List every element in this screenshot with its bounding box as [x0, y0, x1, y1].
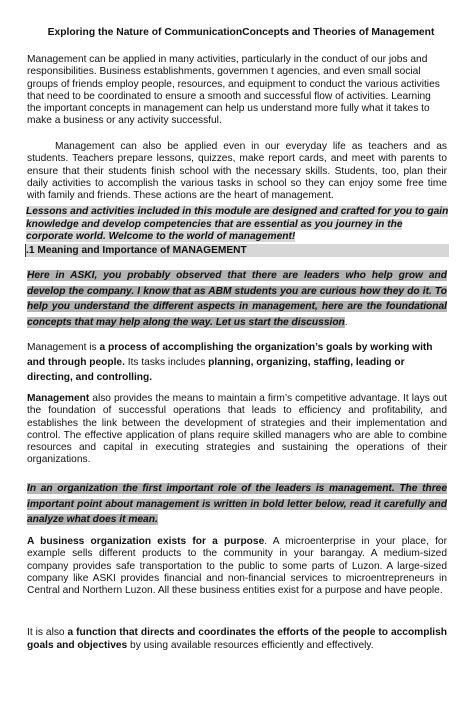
management-definition	[27, 340, 447, 385]
definition-bold-process: a process of accomplishing the organization’s goals by working with and through people.	[27, 342, 433, 368]
second-paragraph: Management can also be applied even in our everyday life as teachers and as students. Teachers prepare lessons, quizzes, make report cards, and meet with parents to ensure that their students finish school with the necessary skills. Students, too, plan their daily activities to accomplish the various tasks in school so they can enjoy some free time with family and friends. These actions are the heart of management.	[27, 141, 447, 202]
business-organization-text: . A microenterprise in your place, for example sells different products to the community in your barangay. A medium-sized company provides safe transportation to the public to some parts of Luzon. A large-sized company like ASKI provides financial and non-financial services to microentrepreneurs in Central and Northern Luzon. All these business entities exist for a purpose and have people.	[27, 536, 447, 597]
business-organization-paragraph	[27, 536, 447, 597]
definition-bold-tasks: planning, organizing, staffing, leading or directing, and controlling.	[27, 357, 405, 383]
page-title: Exploring the Nature of CommunicationConcepts and Theories of Management	[47, 27, 435, 38]
callout-leaders	[27, 481, 447, 528]
competitive-advantage-text: also provides the means to maintain a firm’s competitive advantage. It lays out the foundation of successful operations that leads to efficiency and profitability, and establishes the link between the development of strategies and their implementation and control. The effective application of plans require skilled managers who are able to combine resources and capital in executing strategies and sustaining the operations of their organizations.	[27, 393, 447, 466]
callout-welcome-text: Lessons and activities included in this module are designed and crafted for you to gain knowledge and develop competencies that are essential as you journey in the corporate world. Welcome to the world of management!	[26, 206, 449, 243]
callout-leaders-text: In an organization the first important role of the leaders is management. The three important point about management is written in bold letter below, read it carefully and analyze what does it mean.	[27, 483, 447, 525]
function-rest: by using available resources efficiently and effectively.	[127, 639, 374, 651]
section-heading: .1 Meaning and Importance of MANAGEMENT	[25, 244, 449, 257]
callout-aski-end: .	[344, 316, 348, 328]
competitive-advantage-paragraph	[27, 393, 447, 467]
callout-aski-text: Here in ASKI, you probably observed that there are leaders who help grow and develop the company. I know that as ABM students you are curious how they do it. To help you understand the different aspects in management, here are the foundational concepts that may help along the way. Let us start the discussion	[27, 270, 447, 328]
management-bold-lead: Management	[27, 393, 90, 404]
function-bold: a function that directs and coordinates the efforts of the people to accomplish goals and objectives	[27, 627, 447, 651]
function-lead: It is also	[27, 627, 68, 638]
intro-paragraph: Management can be applied in many activities, particularly in the conduct of our jobs and responsibilities. Business establishments, governmen t agencies, and even small social groups of friends employ people, resources, and equipment to conduct the various activities that need to be coordinated to ensure a smooth and successful flow of activities. Learning the important concepts in management can help us understand more fully what it takes to make a business or any activity successful.	[27, 54, 440, 127]
definition-lead: Management is	[27, 342, 100, 353]
callout-welcome	[26, 206, 449, 245]
callout-aski	[27, 268, 447, 330]
business-organization-bold: A business organization exists for a purpose	[27, 536, 265, 547]
function-paragraph	[27, 627, 447, 653]
definition-mid: Its tasks includes	[124, 357, 209, 368]
